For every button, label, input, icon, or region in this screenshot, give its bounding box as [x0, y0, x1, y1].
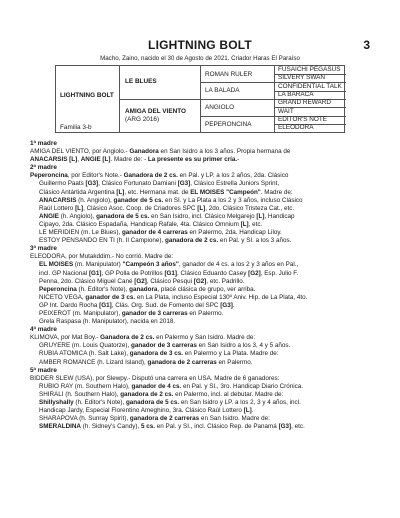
text-line: Guillermo Paats [G3], Clásico Fortunato Damiani [G3], Clásico Estrella Juniors Sprint,	[39, 180, 280, 188]
horse-subtitle: Macho, Zaino, nacido el 30 de Agosto de 2021. Criador Haras El Paraíso	[100, 55, 300, 62]
text-line: NICETO VEGA, ganador de 3 cs. en La Plata, incluso Especial 130º Aniv. Hip. de La Plata, 4to.	[39, 293, 308, 301]
text-line: EL MOISES (m. Manipulator) "Campeón 3 años", ganador de 4 cs. a los 2 y 3 años en Pal.,	[39, 261, 299, 269]
pedigree-g3-4: LA BARACA	[278, 91, 314, 98]
pedigree-dam: AMIGA DEL VIENTO	[125, 108, 186, 115]
horse-title: LIGHTNING BOLT	[148, 38, 252, 52]
text-line: ANACARSIS (h. Angiolo), ganador de 5 cs. en SI. y La Plata a los 2 y 3 años, incluso Clásico	[39, 196, 303, 204]
text-line: Clásico Antártida Argentina [L], etc. Hermana mat. de EL MOISES "Campeón". Madre de:	[39, 188, 293, 196]
text-line: RUBIA ATOMICA (h. Salt Lake), ganadora de 3 cs. en Palermo y La Plata. Madre de:	[39, 350, 279, 358]
section-heading: 4ª madre	[30, 326, 57, 334]
text-line: Shillyshally (h. Editor's Note), ganadora de 5 cs. en San Isidro y LP. a los 2, 3 y 4 años, incl.	[39, 399, 301, 406]
pedigree-family: Familia 3-b	[60, 124, 92, 131]
text-line: Cipayo, 2da. Clásico Espadaña, Handicap Rafale, 4ta. Clásico Omnium [L], etc.	[39, 220, 263, 228]
text-line: AMBER ROMANCE (h. Lizard Island), ganadora de 2 carreras en Palermo.	[39, 358, 253, 366]
text-line: Peperoncina (h. Editor's Note), ganadora, placé clásica de grupo, ver arriba.	[39, 285, 256, 293]
pedigree-g3-7: EDITOR'S NOTE	[278, 116, 328, 123]
text-line: ANGIE (h. Angiolo), ganadora de 5 cs. en San Isidro, incl. Clásico Melgarejo [L], Handicap	[39, 212, 295, 220]
text-line: incl. GP Nacional [G1], GP Polla de Potrillos [G1], Clásico Eduardo Casey [G2], Esp. Julio F.	[39, 269, 299, 277]
text-line: SHARAPOVA (h. Sunray Spirit), ganadora de 2 carreras en San Isidro. Madre de:	[39, 415, 270, 423]
text-line: LE MERIDIEN (m. Le Blues), ganador de 4 carreras en Palermo, 2da. Handicap Liloy.	[39, 229, 282, 237]
pedigree-sire-sire: ROMAN RULER	[205, 71, 253, 78]
pedigree-notes	[30, 140, 375, 431]
lot-number: 3	[363, 38, 370, 52]
pedigree-dam-sire: ANGIOLO	[205, 104, 235, 111]
pedigree-dam-note: (ARG 2016)	[125, 116, 160, 123]
text-line: Raúl Lottero [L], Clásico Asoc. Coop. de Criadores SPC [L], 2do. Clásico Tristeza Cat., etc.	[39, 204, 295, 212]
pedigree-dam-dam: PEPERONCINA	[205, 121, 252, 128]
text-line: SMERALDINA (h. Sidney's Candy), 5 cs. en Pal. y SI., incl. Clásico Rep. de Panamá [G3], etc.	[39, 423, 305, 431]
pedigree-sire: LE BLUES	[125, 78, 157, 85]
text-line: SHIRALI (h. Southern Halo), ganadora de 2 cs. en Palermo, incl. al debutar. Madre de:	[39, 390, 284, 398]
pedigree-g3-2: SILVERY SWAN	[278, 74, 325, 81]
pedigree-table	[55, 65, 345, 133]
section-heading: 1ª madre	[30, 140, 57, 147]
text-line: ANACARSIS [L], ANGIE [L]. Madre de: - La presente es su primer cría.-	[30, 156, 240, 164]
pedigree-g3-1: FUSAICHI PEGASUS	[278, 66, 341, 73]
section-heading: 3ª madre	[30, 245, 57, 253]
pedigree-g3-6: WAIT	[278, 108, 294, 115]
text-line: AMIGA DEL VIENTO, por Angiolo.- Ganadora en San Isidro a los 3 años. Propia hermana de	[30, 148, 291, 156]
page-header	[30, 38, 370, 52]
text-line: BIDDER SLEW (USA), por Slewpy.- Disputó una carrera en USA. Madre de 6 ganadores:	[30, 374, 280, 382]
pedigree-horse: LIGHTNING BOLT	[60, 92, 114, 99]
pedigree-g3-3: CONFIDENTIAL TALK	[278, 83, 342, 90]
section-heading: 5ª madre	[30, 366, 57, 374]
text-line: ESTOY PENSANDO EN TI (h. Il Campione), ganadora de 2 cs. en Pal. y SI. a los 3 años.	[39, 237, 292, 245]
text-line: Penna, 2do. Clásico Miguel Cané [G2], Clásico Pesqui [G2], etc. Padrillo.	[39, 277, 245, 285]
text-line: ELEODORA, por Mutakddim.- No corrió. Madre de:	[30, 253, 174, 261]
pedigree-sire-dam: LA BALADA	[205, 87, 240, 94]
section-heading: 2ª madre	[30, 164, 57, 172]
pedigree-g3-5: GRAND REWARD	[278, 99, 332, 106]
text-line: Grela Raspasa (h. Manipulator), nacida en 2018.	[39, 318, 176, 326]
text-line: GRUYERE (m. Louis Quatorze), ganador de 3 carreras en San Isidro a los 3, 4 y 5 años.	[39, 342, 291, 350]
text-line: GP Int. Dardo Rocha [G1], Clás. Org. Sud. de Fomento del SPC [G3].	[39, 301, 235, 309]
text-line: KLIMOVA, por Mat Boy.- Ganadora de 2 cs. en Palermo y San Isidro. Madre de:	[30, 334, 256, 342]
text-line: RUBIO RAY (m. Southern Halo), ganador de 4 cs. en Pal. y SI., 3ro. Handicap Diario Crónica.	[39, 382, 304, 390]
pedigree-g3-8: ELEODORA	[278, 124, 314, 131]
text-line: PEIXEROT (m. Manipulator), ganador de 3 carreras en Palermo.	[39, 309, 224, 317]
text-line: Peperoncina, por Editor's Note.- Ganadora de 2 cs. en Pal. y LP. a los 2 años, 2da. Clásico	[30, 172, 289, 180]
text-line: Handicap Jardy, Especial Florentino Ameghino, 3ra. Clásico Raúl Lottero [L].	[39, 407, 254, 415]
